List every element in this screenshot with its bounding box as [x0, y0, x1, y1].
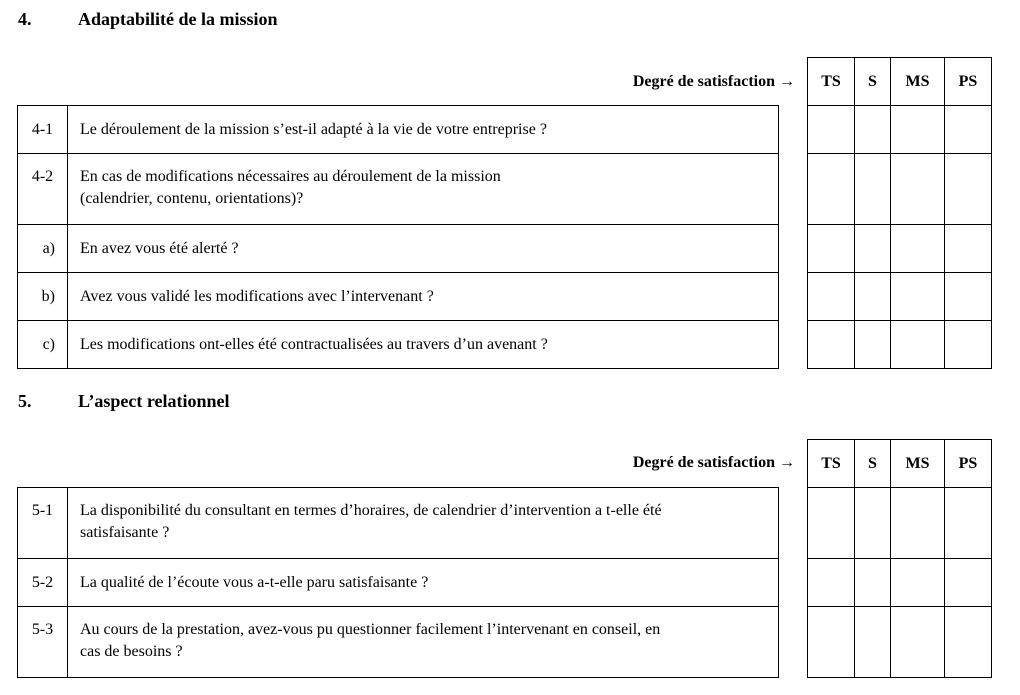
section-4-heading	[18, 9, 278, 29]
rating-cell-ts[interactable]	[808, 154, 855, 225]
question-id: 5-2	[18, 559, 68, 607]
rating-cell-ms[interactable]	[891, 488, 945, 559]
question-text-line: La disponibilité du consultant en termes d’horaires, de calendrier d’intervention a t-elle été	[80, 502, 662, 519]
table-row	[18, 273, 779, 321]
question-text: Avez vous validé les modifications avec l’intervenant ?	[68, 273, 779, 321]
rating-cell-s[interactable]	[855, 106, 891, 154]
satisfaction-row	[808, 607, 992, 678]
rating-cell-ps[interactable]	[945, 106, 992, 154]
satisfaction-row	[808, 106, 992, 154]
question-text-line: cas de besoins ?	[80, 643, 183, 660]
rating-cell-ms[interactable]	[891, 321, 945, 369]
table-row	[18, 488, 779, 559]
section-5-satisfaction-label: Degré de satisfaction →	[632, 454, 795, 471]
column-header-ms: MS	[891, 58, 945, 106]
rating-cell-ts[interactable]	[808, 225, 855, 273]
question-id: 4-1	[18, 106, 68, 154]
column-header-ms: MS	[891, 440, 945, 488]
satisfaction-header-row	[808, 440, 992, 488]
section-4-questions-table	[17, 105, 779, 369]
table-row	[18, 225, 779, 273]
table-row	[18, 106, 779, 154]
rating-cell-s[interactable]	[855, 607, 891, 678]
rating-cell-ps[interactable]	[945, 321, 992, 369]
rating-cell-ps[interactable]	[945, 154, 992, 225]
question-id: 4-2	[18, 154, 68, 225]
question-text-line: En cas de modifications nécessaires au déroulement de la mission	[80, 168, 501, 185]
rating-cell-ms[interactable]	[891, 607, 945, 678]
rating-cell-ps[interactable]	[945, 607, 992, 678]
question-text: Les modifications ont-elles été contractualisées au travers d’un avenant ?	[68, 321, 779, 369]
table-row	[18, 559, 779, 607]
satisfaction-row	[808, 488, 992, 559]
column-header-s: S	[855, 58, 891, 106]
section-5-satisfaction-grid	[807, 439, 992, 678]
section-5-number: 5.	[18, 391, 32, 411]
question-text	[68, 488, 779, 559]
rating-cell-s[interactable]	[855, 154, 891, 225]
rating-cell-ms[interactable]	[891, 225, 945, 273]
question-text-line: Au cours de la prestation, avez-vous pu questionner facilement l’intervenant en conseil, en	[80, 621, 661, 638]
rating-cell-s[interactable]	[855, 273, 891, 321]
rating-cell-ts[interactable]	[808, 607, 855, 678]
section-4-number: 4.	[18, 9, 32, 29]
satisfaction-row	[808, 321, 992, 369]
question-id: a)	[18, 225, 68, 273]
table-row	[18, 154, 779, 225]
question-id: b)	[18, 273, 68, 321]
column-header-ps: PS	[945, 440, 992, 488]
satisfaction-row	[808, 559, 992, 607]
question-text	[68, 154, 779, 225]
section-5-questions-table	[17, 487, 779, 678]
question-text: En avez vous été alerté ?	[68, 225, 779, 273]
rating-cell-s[interactable]	[855, 559, 891, 607]
rating-cell-ts[interactable]	[808, 321, 855, 369]
section-4-title: Adaptabilité de la mission	[78, 9, 278, 29]
rating-cell-ms[interactable]	[891, 559, 945, 607]
section-4-satisfaction-label: Degré de satisfaction →	[632, 73, 795, 90]
rating-cell-ts[interactable]	[808, 488, 855, 559]
question-text	[68, 607, 779, 678]
rating-cell-ps[interactable]	[945, 225, 992, 273]
question-text: La qualité de l’écoute vous a-t-elle paru satisfaisante ?	[68, 559, 779, 607]
column-header-ts: TS	[808, 58, 855, 106]
table-row	[18, 321, 779, 369]
rating-cell-s[interactable]	[855, 225, 891, 273]
rating-cell-ts[interactable]	[808, 273, 855, 321]
rating-cell-ts[interactable]	[808, 106, 855, 154]
satisfaction-row	[808, 225, 992, 273]
question-id: c)	[18, 321, 68, 369]
question-id: 5-1	[18, 488, 68, 559]
table-row	[18, 607, 779, 678]
section-5-title: L’aspect relationnel	[78, 391, 230, 411]
question-id: 5-3	[18, 607, 68, 678]
question-text: Le déroulement de la mission s’est-il adapté à la vie de votre entreprise ?	[68, 106, 779, 154]
rating-cell-ts[interactable]	[808, 559, 855, 607]
rating-cell-ms[interactable]	[891, 273, 945, 321]
rating-cell-ps[interactable]	[945, 273, 992, 321]
question-text-line: satisfaisante ?	[80, 524, 170, 541]
column-header-s: S	[855, 440, 891, 488]
section-5-heading	[18, 391, 230, 411]
satisfaction-header-row	[808, 58, 992, 106]
rating-cell-s[interactable]	[855, 321, 891, 369]
rating-cell-ps[interactable]	[945, 488, 992, 559]
question-text-line: (calendrier, contenu, orientations)?	[80, 190, 304, 207]
rating-cell-ps[interactable]	[945, 559, 992, 607]
rating-cell-ms[interactable]	[891, 106, 945, 154]
rating-cell-s[interactable]	[855, 488, 891, 559]
satisfaction-row	[808, 154, 992, 225]
satisfaction-row	[808, 273, 992, 321]
column-header-ps: PS	[945, 58, 992, 106]
rating-cell-ms[interactable]	[891, 154, 945, 225]
column-header-ts: TS	[808, 440, 855, 488]
section-4-satisfaction-grid	[807, 57, 992, 369]
